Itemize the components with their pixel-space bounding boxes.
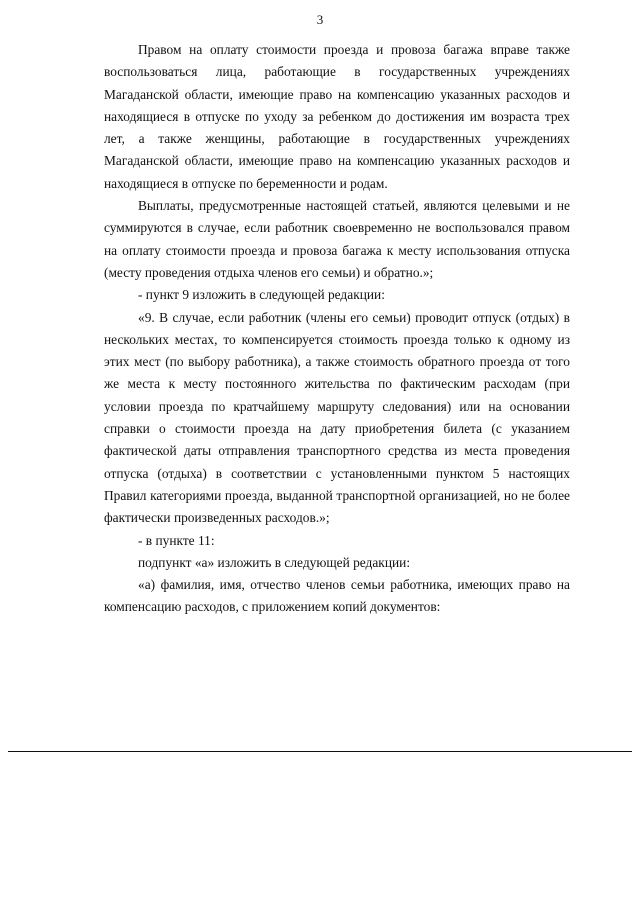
paragraph-clause-11-intro: - в пункте 11: [138, 532, 215, 548]
paragraph-targeted-payments: Выплаты, предусмотренные настоящей статьей, являются целевыми и не суммируются в случае, если работник своевременно не воспользовался правом на оплату стоимости проезда и провоза багажа к месту использования отпуска (месту проведения отдыха членов его семьи) и обратно.»; [104, 198, 570, 280]
horizontal-rule [8, 751, 632, 752]
paragraph-clause-9-intro: - пункт 9 изложить в следующей редакции: [138, 287, 385, 303]
page-number: 3 [316, 12, 324, 27]
paragraph-subclause-a-text: «а) фамилия, имя, отчество членов семьи работника, имеющих право на компенсацию расходов, с приложением копий документов: [104, 577, 570, 615]
document-body [104, 39, 570, 619]
paragraph-clause-9-text: «9. В случае, если работник (члены его семьи) проводит отпуск (отдых) в нескольких местах, то компенсируется стоимость проезда только к одному из этих мест (по выбору работника), а также стоимость обратного проезда от того же места к месту постоянного жительства по фактическим расходам (при условии проезда по кратчайшему маршруту следования) или на основании справки о стоимости проезда на дату приобретения билета (с указанием фактической даты отправления транспортного средства из места проведения отпуска (отдыха) в соответствии с установленными пунктом 5 настоящих Правил категориями проезда, выданной транспортной организацией, но не более фактически произведенных расходов.»; [104, 309, 570, 526]
paragraph-subclause-a-intro: подпункт «а» изложить в следующей редакции: [138, 554, 411, 570]
paragraph-fare-eligibility: Правом на оплату стоимости проезда и провоза багажа вправе также воспользоваться лица, работающие в государственных учреждениях Магаданской области, имеющие право на компенсацию указанных расходов и находящиеся в отпуске по уходу за ребенком до достижения им возраста трех лет, а также женщины, работающие в государственных учреждениях Магаданской области, имеющие право на компенсацию указанных расходов и находящиеся в отпуске по беременности и родам. [104, 42, 570, 191]
